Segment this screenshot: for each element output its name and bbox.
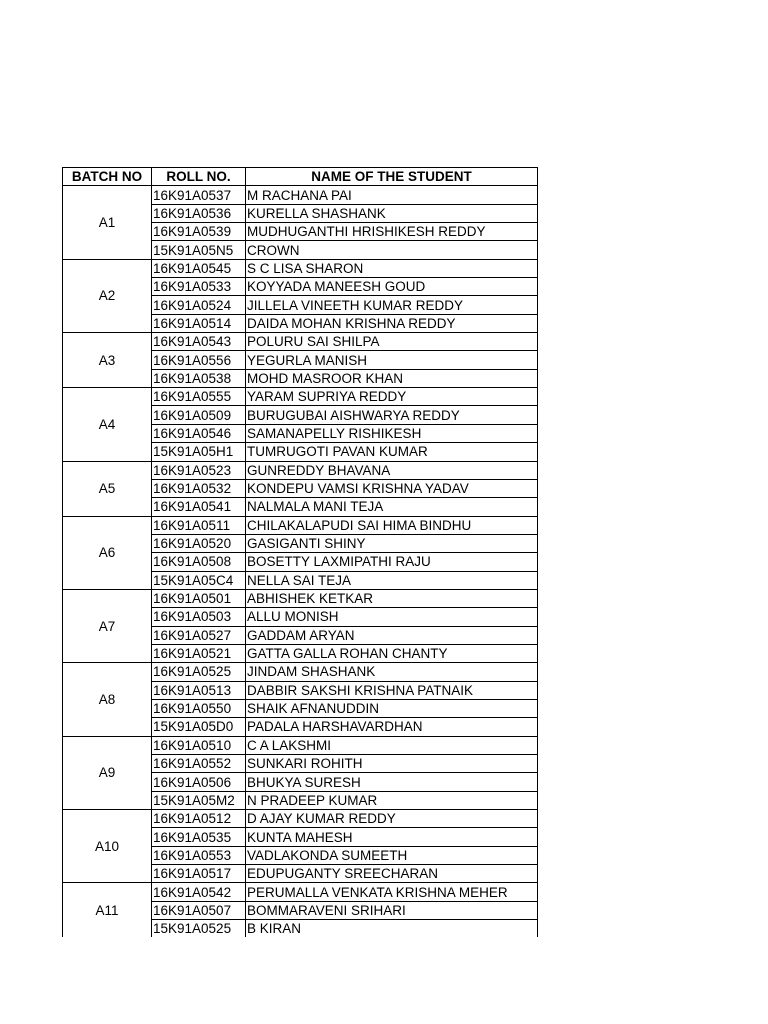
student-name-cell: KOYYADA MANEESH GOUD xyxy=(246,278,538,296)
student-name-cell: SHAIK AFNANUDDIN xyxy=(246,699,538,717)
roll-no-cell: 15K91A05D0 xyxy=(152,718,246,736)
student-name-cell: BOSETTY LAXMIPATHI RAJU xyxy=(246,553,538,571)
student-name-cell: POLURU SAI SHILPA xyxy=(246,333,538,351)
header-student-name: NAME OF THE STUDENT xyxy=(246,168,538,186)
roll-no-cell: 16K91A0523 xyxy=(152,461,246,479)
student-name-cell: ABHISHEK KETKAR xyxy=(246,589,538,607)
batch-no-cell: A8 xyxy=(63,663,152,736)
student-name-cell: GATTA GALLA ROHAN CHANTY xyxy=(246,644,538,662)
student-name-cell: CROWN xyxy=(246,241,538,259)
student-name-cell: JINDAM SHASHANK xyxy=(246,663,538,681)
roll-no-cell: 16K91A0513 xyxy=(152,681,246,699)
batch-no-cell: A7 xyxy=(63,589,152,662)
table-body xyxy=(63,186,538,938)
table-row xyxy=(63,883,538,901)
student-name-cell: D AJAY KUMAR REDDY xyxy=(246,810,538,828)
student-name-cell: NALMALA MANI TEJA xyxy=(246,498,538,516)
roll-no-cell: 16K91A0512 xyxy=(152,810,246,828)
header-row xyxy=(63,168,538,186)
roll-no-cell: 16K91A0521 xyxy=(152,644,246,662)
roll-no-cell: 16K91A0514 xyxy=(152,314,246,332)
roll-no-cell: 16K91A0539 xyxy=(152,223,246,241)
roll-no-cell: 16K91A0527 xyxy=(152,626,246,644)
student-name-cell: M RACHANA PAI xyxy=(246,186,538,204)
roll-no-cell: 16K91A0508 xyxy=(152,553,246,571)
roll-no-cell: 16K91A0537 xyxy=(152,186,246,204)
batch-no-cell: A4 xyxy=(63,388,152,461)
roll-no-cell: 16K91A0543 xyxy=(152,333,246,351)
roll-no-cell: 16K91A0538 xyxy=(152,369,246,387)
roll-no-cell: 16K91A0535 xyxy=(152,828,246,846)
roll-no-cell: 16K91A0524 xyxy=(152,296,246,314)
student-name-cell: ALLU MONISH xyxy=(246,608,538,626)
table-row xyxy=(63,388,538,406)
roll-no-cell: 16K91A0503 xyxy=(152,608,246,626)
batch-no-cell: A11 xyxy=(63,883,152,938)
table-row xyxy=(63,461,538,479)
student-name-cell: B KIRAN xyxy=(246,920,538,938)
roll-no-cell: 16K91A0532 xyxy=(152,479,246,497)
student-name-cell: SAMANAPELLY RISHIKESH xyxy=(246,424,538,442)
student-name-cell: GUNREDDY BHAVANA xyxy=(246,461,538,479)
batch-no-cell: A9 xyxy=(63,736,152,809)
roll-no-cell: 15K91A05C4 xyxy=(152,571,246,589)
batch-no-cell: A6 xyxy=(63,516,152,589)
roll-no-cell: 16K91A0510 xyxy=(152,736,246,754)
table-row xyxy=(63,259,538,277)
student-name-cell: C A LAKSHMI xyxy=(246,736,538,754)
student-name-cell: SUNKARI ROHITH xyxy=(246,755,538,773)
table-row xyxy=(63,333,538,351)
roll-no-cell: 16K91A0501 xyxy=(152,589,246,607)
roll-no-cell: 16K91A0555 xyxy=(152,388,246,406)
student-name-cell: NELLA SAI TEJA xyxy=(246,571,538,589)
roll-no-cell: 15K91A05H1 xyxy=(152,443,246,461)
student-name-cell: N PRADEEP KUMAR xyxy=(246,791,538,809)
student-name-cell: DAIDA MOHAN KRISHNA REDDY xyxy=(246,314,538,332)
roll-no-cell: 16K91A0553 xyxy=(152,846,246,864)
table-row xyxy=(63,186,538,204)
student-name-cell: BOMMARAVENI SRIHARI xyxy=(246,901,538,919)
table-row xyxy=(63,736,538,754)
student-name-cell: KUNTA MAHESH xyxy=(246,828,538,846)
batch-no-cell: A1 xyxy=(63,186,152,259)
batch-no-cell: A3 xyxy=(63,333,152,388)
roll-no-cell: 16K91A0517 xyxy=(152,865,246,883)
roll-no-cell: 16K91A0546 xyxy=(152,424,246,442)
roll-no-cell: 16K91A0541 xyxy=(152,498,246,516)
table-row xyxy=(63,810,538,828)
student-name-cell: BHUKYA SURESH xyxy=(246,773,538,791)
roll-no-cell: 16K91A0542 xyxy=(152,883,246,901)
roll-no-cell: 16K91A0550 xyxy=(152,699,246,717)
table-row xyxy=(63,663,538,681)
roll-no-cell: 16K91A0556 xyxy=(152,351,246,369)
header-roll-no: ROLL NO. xyxy=(152,168,246,186)
student-name-cell: PERUMALLA VENKATA KRISHNA MEHER xyxy=(246,883,538,901)
roll-no-cell: 16K91A0506 xyxy=(152,773,246,791)
student-name-cell: TUMRUGOTI PAVAN KUMAR xyxy=(246,443,538,461)
roll-no-cell: 16K91A0509 xyxy=(152,406,246,424)
student-name-cell: VADLAKONDA SUMEETH xyxy=(246,846,538,864)
roll-no-cell: 16K91A0525 xyxy=(152,663,246,681)
batch-no-cell: A10 xyxy=(63,810,152,883)
student-name-cell: KURELLA SHASHANK xyxy=(246,204,538,222)
student-name-cell: KONDEPU VAMSI KRISHNA YADAV xyxy=(246,479,538,497)
table-row xyxy=(63,589,538,607)
roll-no-cell: 16K91A0552 xyxy=(152,755,246,773)
student-name-cell: GADDAM ARYAN xyxy=(246,626,538,644)
roll-no-cell: 16K91A0511 xyxy=(152,516,246,534)
student-name-cell: S C LISA SHARON xyxy=(246,259,538,277)
batch-student-table xyxy=(62,167,538,937)
roll-no-cell: 16K91A0533 xyxy=(152,278,246,296)
student-name-cell: YARAM SUPRIYA REDDY xyxy=(246,388,538,406)
roll-no-cell: 16K91A0507 xyxy=(152,901,246,919)
roll-no-cell: 15K91A05M2 xyxy=(152,791,246,809)
roll-no-cell: 15K91A0525 xyxy=(152,920,246,938)
student-name-cell: DABBIR SAKSHI KRISHNA PATNAIK xyxy=(246,681,538,699)
roll-no-cell: 16K91A0536 xyxy=(152,204,246,222)
student-name-cell: EDUPUGANTY SREECHARAN xyxy=(246,865,538,883)
table-row xyxy=(63,516,538,534)
batch-no-cell: A5 xyxy=(63,461,152,516)
roll-no-cell: 16K91A0520 xyxy=(152,534,246,552)
header-batch-no: BATCH NO xyxy=(63,168,152,186)
student-name-cell: JILLELA VINEETH KUMAR REDDY xyxy=(246,296,538,314)
student-name-cell: PADALA HARSHAVARDHAN xyxy=(246,718,538,736)
batch-no-cell: A2 xyxy=(63,259,152,332)
student-name-cell: YEGURLA MANISH xyxy=(246,351,538,369)
roll-no-cell: 16K91A0545 xyxy=(152,259,246,277)
roll-no-cell: 15K91A05N5 xyxy=(152,241,246,259)
student-name-cell: BURUGUBAI AISHWARYA REDDY xyxy=(246,406,538,424)
student-name-cell: MOHD MASROOR KHAN xyxy=(246,369,538,387)
student-name-cell: MUDHUGANTHI HRISHIKESH REDDY xyxy=(246,223,538,241)
student-name-cell: CHILAKALAPUDI SAI HIMA BINDHU xyxy=(246,516,538,534)
student-name-cell: GASIGANTI SHINY xyxy=(246,534,538,552)
